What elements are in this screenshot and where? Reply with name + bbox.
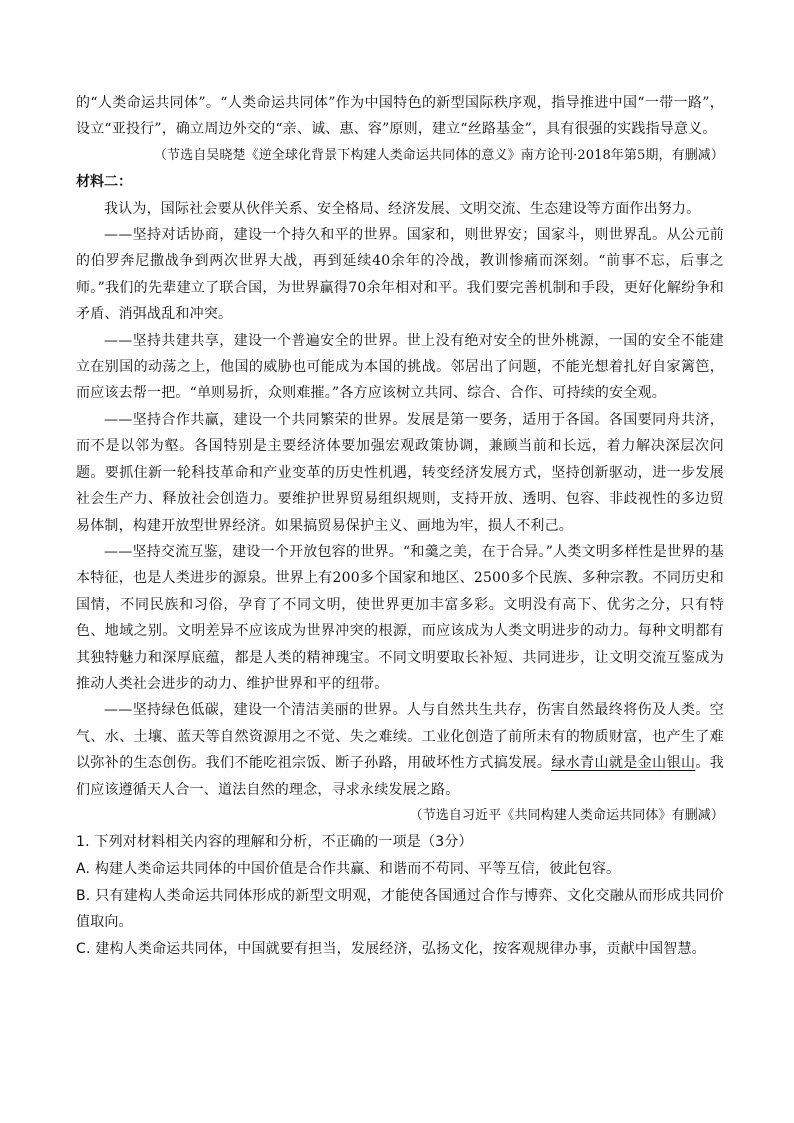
material2-source-citation: （节选自习近平《共同构建人类命运共同体》有删减） [409, 807, 724, 823]
green-text-before: ——坚持绿色低碳，建设一个清洁美丽的世界。人与自然共生共存，伤害自然最终将伤及人类。空气、水、土壤、蓝天等自然资源用之不觉、失之难续。工业化创造了前所未有的物质财富，也产生了难以弥补的生态创伤。我们不能吃祖宗饭、断子孙路，用破坏性方式搞发展。 [76, 702, 724, 772]
material2-intro: 我认为，国际社会要从伙伴关系、安全格局、经济发展、文明交流、生态建设等方面作出努力。 [104, 200, 701, 217]
material2-heading: 材料二： [76, 174, 132, 191]
material1-source-citation: （节选自吴晓楚《逆全球化背景下构建人类命运共同体的意义》南方论刊·2018年第5期，有删减） [153, 147, 724, 163]
material2-paragraph-dialogue: ——坚持对话协商，建设一个持久和平的世界。国家和，则世界安；国家斗，则世界乱。从公元前的伯罗奔尼撒战争到两次世界大战，再到延续40余年的冷战，教训惨痛而深刻。“前事不忘，后事之师。”我们的先辈建立了联合国，为世界赢得70余年相对和平。我们要完善机制和手段，更好化解纷争和矛盾、消弭战乱和冲突。 [76, 227, 724, 323]
question1-stem: 1. 下列对材料相关内容的理解和分析，不正确的一项是（3分） [76, 834, 473, 851]
material2-paragraph-security: ——坚持共建共享，建设一个普遍安全的世界。世上没有绝对安全的世外桃源，一国的安全不能建立在别国的动荡之上，他国的威胁也可能成为本国的挑战。邻居出了问题，不能光想着扎好自家篱笆，而应该去帮一把。“单则易折，众则难摧。”各方应该树立共同、综合、合作、可持续的安全观。 [76, 332, 724, 402]
underlined-phrase: 绿水青山就是金山银山 [551, 755, 696, 772]
material2-paragraph-green [76, 697, 724, 803]
material2-paragraph-cooperation: ——坚持合作共赢，建设一个共同繁荣的世界。发展是第一要务，适用于各国。各国要同舟共济，而不是以邻为壑。各国特别是主要经济体要加强宏观政策协调，兼顾当前和长远，着力解决深层次问题。要抓住新一轮科技革命和产业变革的历史性机遇，转变经济发展方式，坚持创新驱动，进一步发展社会生产力、释放社会创造力。要维护世界贸易组织规则，支持开放、透明、包容、非歧视性的多边贸易体制，构建开放型世界经济。如果搞贸易保护主义、画地为牢，损人不利己。 [76, 411, 724, 534]
question1-option-a: A. 构建人类命运共同体的中国价值是合作共赢、和谐而不苟同、平等互信，彼此包容。 [76, 860, 621, 877]
green-text-after: 。我们应该遵循天人合一、道法自然的理念，寻求永续发展之路。 [76, 755, 724, 798]
document-page [76, 90, 724, 962]
material1-tail-paragraph: 的“人类命运共同体”。“人类命运共同体”作为中国特色的新型国际秩序观，指导推进中国“一带一路”，设立“亚投行”，确立周边外交的“亲、诚、惠、容”原则，建立“丝路基金”，具有很强的实践指导意义。 [76, 95, 724, 138]
question1-option-b: B. 只有建构人类命运共同体形成的新型文明观，才能使各国通过合作与博弈、文化交融从而形成共同价值取向。 [76, 887, 724, 931]
material2-paragraph-exchange: ——坚持交流互鉴，建设一个开放包容的世界。“和羹之美，在于合异。”人类文明多样性是世界的基本特征，也是人类进步的源泉。世界上有200多个国家和地区、2500多个民族、多种宗教。不同历史和国情，不同民族和习俗，孕育了不同文明，使世界更加丰富多彩。文明没有高下、优劣之分，只有特色、地域之别。文明差异不应该成为世界冲突的根源，而应该成为人类文明进步的动力。每种文明都有其独特魅力和深厚底蕴，都是人类的精神瑰宝。不同文明要取长补短、共同进步，让文明交流互鉴成为推动人类社会进步的动力、维护世界和平的纽带。 [76, 543, 724, 692]
question1-option-c: C. 建构人类命运共同体，中国就要有担当，发展经济，弘扬文化，按客观规律办事，贡献中国智慧。 [76, 940, 706, 957]
